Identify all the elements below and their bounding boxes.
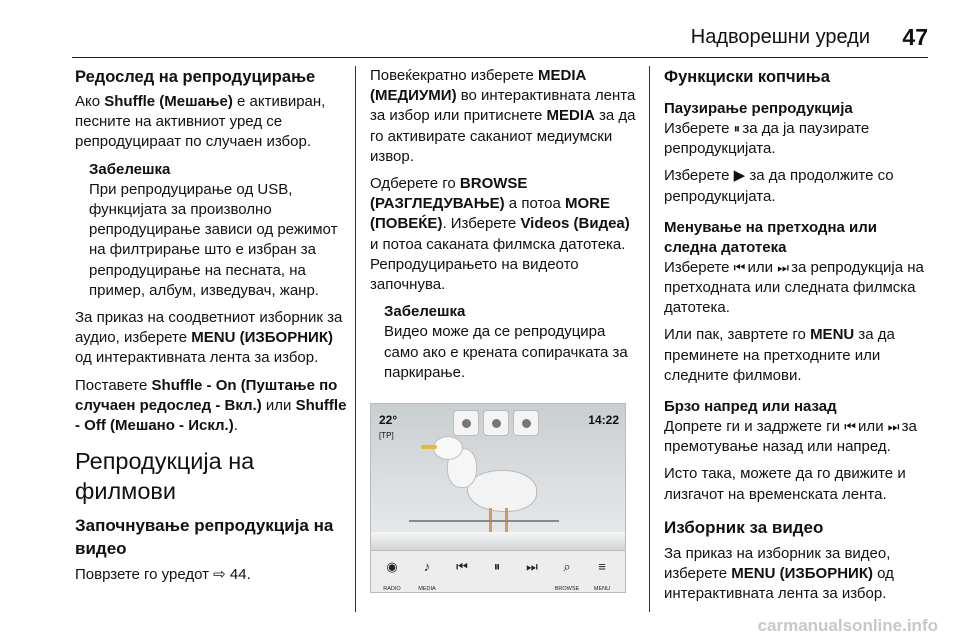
heading-start-video: Започнување репродукција на видео — [75, 516, 334, 559]
next-track-icon: ⏭ — [777, 259, 787, 275]
screen-button-label: MEDIA — [418, 586, 436, 593]
page-reference-arrow-icon[interactable]: ⇨ — [213, 566, 230, 584]
note-parking-brake — [370, 302, 638, 383]
infotainment-screen-illustration — [370, 403, 626, 593]
note-text: Видео може да се репродуцира само ако е кренатa сопирачката за паркирање. — [384, 323, 628, 381]
settings-tab-icon — [513, 410, 539, 436]
phone-tab-icon — [483, 410, 509, 436]
page-header — [72, 22, 928, 58]
seagull-beak — [421, 445, 437, 449]
status-bar — [371, 404, 626, 440]
paragraph-shuffle-setting: Поставете Shuffle - On (Пуштање по случаен редослед - Вкл.) или Shuffle - Off (Мешано - Искл.). — [75, 376, 347, 435]
paragraph-shuffle: Ако Shuffle (Мешање) е активиран, песните на активниот уред се репродуцираат по случаен избор. — [75, 93, 326, 151]
note-title: Забелешка — [384, 303, 466, 321]
screen-button-label: RADIO — [383, 586, 401, 593]
paragraph-connect-device: Поврзете го уредот ⇨ 44. — [75, 566, 251, 584]
paragraph-video-menu: За приказ на изборник за видео, изберете MENU (ИЗБОРНИК) од интерактивната лента за избор. — [664, 544, 894, 603]
temperature-readout: 22° — [379, 413, 398, 428]
paragraph-time-slider: Исто така, можете да го движите и лизгачот на временската лента. — [664, 465, 906, 503]
column-3 — [664, 66, 928, 611]
previous-track-icon: ⏮ — [844, 419, 854, 435]
note-text: При репродуцирање од USB, функцијата за произволно репродуцирање зависи од режимот на филтрирање што е избран за репродуцирање на песната, на пример, албум, изведувач, жанр. — [89, 180, 338, 299]
paragraph-previous-next: Изберете ⏮ или ⏭ за репродукција на претходната или следната филмска датотека. — [664, 258, 924, 317]
paragraph-fast-forward-rewind: Допрете ги и задржете ги ⏮ или ⏭ за премотување назад или напред. — [664, 418, 917, 456]
heading-playback-order: Редослед на репродуцирање — [75, 68, 316, 86]
boat-rail — [371, 532, 626, 550]
column-divider — [649, 66, 650, 612]
music-note-icon: ♪ MEDIA — [414, 557, 440, 593]
note-usb — [75, 160, 347, 301]
radio-icon: ◉ RADIO — [379, 557, 405, 593]
traffic-program-indicator: [TP] — [379, 431, 394, 441]
previous-track-icon: ⏮ — [733, 259, 744, 275]
column-divider — [355, 66, 356, 612]
time-progress-bar — [409, 520, 559, 522]
heading-video-menu: Изборник за видео — [664, 517, 824, 537]
pause-icon: ⏸ — [493, 559, 501, 575]
next-track-icon: ⏭ — [887, 419, 898, 435]
previous-track-icon: ⏮ — [456, 559, 468, 575]
next-track-icon: ⏭ — [526, 559, 538, 575]
column-2 — [370, 66, 638, 593]
paragraph-resume: Изберете ▶ за да продолжите со репродукцијата. — [664, 167, 894, 205]
heading-previous-next-file: Менување на претходна или следна датотека — [664, 218, 877, 256]
music-tab-icon — [453, 410, 479, 436]
seagull-head — [433, 436, 463, 460]
clock-readout: 14:22 — [588, 413, 619, 428]
paragraph-pause: Изберете ⏸ за да ја паузирате репродукцијата. — [664, 120, 870, 158]
paragraph-menu-rotate: Или пак, завртете го MENU за да преминете на претходните или следните филмови. — [664, 326, 895, 384]
search-icon: ⌕ BROWSE — [554, 557, 580, 593]
paragraph-select-media: Повеќекратно изберете MEDIA (МЕДИУМИ) во интерактивната лента за избор или притиснете MEDIA за да го активирате саканиот медиумски извор. — [370, 67, 636, 165]
seagull-body — [467, 470, 537, 512]
column-1 — [75, 66, 347, 592]
heading-movie-playback: Репродукција на филмови — [75, 448, 255, 505]
watermark: carmanualsonline.info — [757, 616, 938, 635]
heading-fast-forward-rewind: Брзо напред или назад — [664, 398, 837, 416]
note-title: Забелешка — [89, 160, 171, 178]
header-title: Надворешни уреди — [690, 26, 870, 48]
heading-pause: Паузирање репродукција — [664, 100, 853, 117]
interaction-selector-bar — [371, 550, 626, 593]
play-icon: ▶ — [733, 167, 746, 185]
menu-icon: ≡ MENU — [589, 557, 615, 593]
heading-function-buttons: Функциски копчиња — [664, 68, 830, 86]
paragraph-browse-videos: Одберете го BROWSE (РАЗГЛЕДУВАЊЕ) а потоа MORE (ПОВЕЌЕ). Изберете Videos (Видеа) и потоа саканата филмска датотека. Репродуцирањето на видеото започнува. — [370, 175, 630, 294]
page-number: 47 — [902, 24, 928, 50]
screen-button-label: MENU — [593, 586, 611, 593]
paragraph-audio-menu: За приказ на соодветниот изборник за аудио, изберете MENU (ИЗБОРНИК) од интерактивната лента за избор. — [75, 309, 343, 367]
screen-button-label: BROWSE — [554, 586, 580, 593]
pause-icon: ⏸ — [733, 121, 739, 136]
page-reference[interactable]: 44 — [229, 566, 247, 584]
